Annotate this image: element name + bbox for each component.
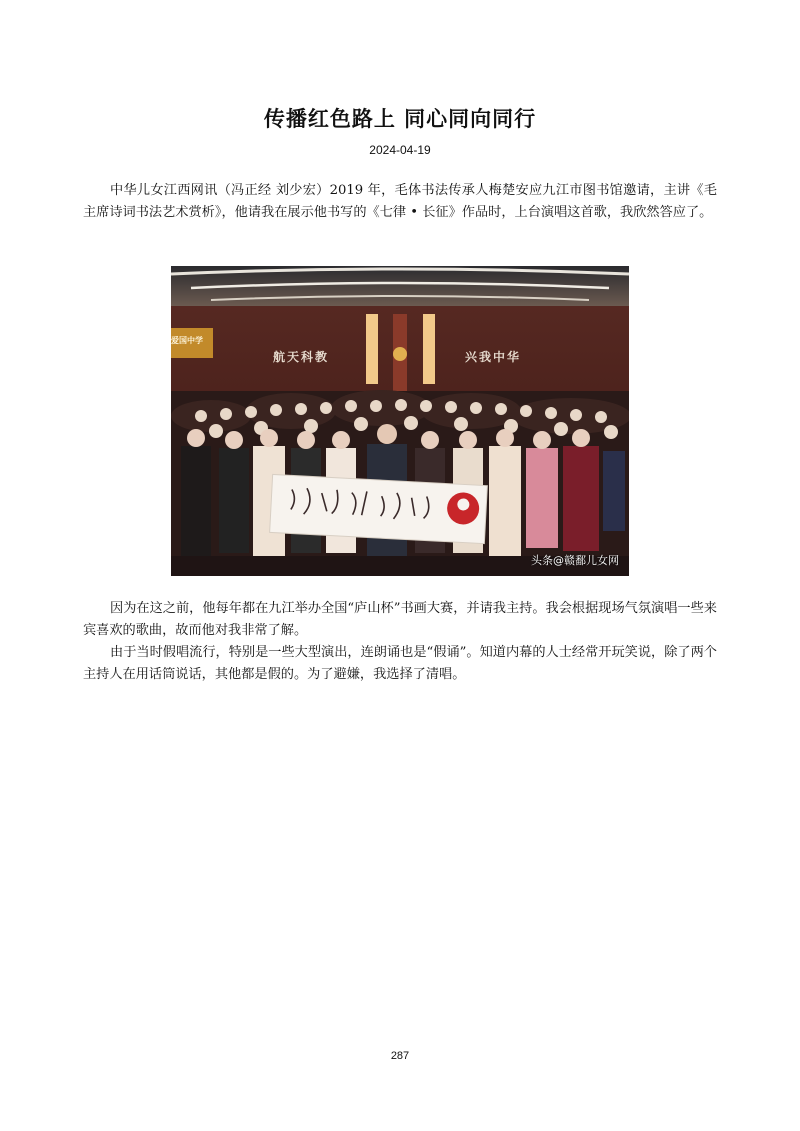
article-title: 传播红色路上 同心同向同行 [263,107,537,131]
paragraph-2: 因为在这之前，他每年都在九江举办全国“庐山杯”书画大赛，并请我主持。我会根据现场气氛演唱一些来宾喜欢的歌曲，故而他对我非常了解。 [83,601,717,638]
photo-watermark: 头条@赣鄱儿女网 [531,554,619,567]
wall-slogan-left: 航天科教 [273,350,330,364]
photo-illustration [171,266,629,576]
article-date: 2024-04-19 [369,143,431,157]
paragraph-3: 由于当时假唱流行，特别是一些大型演出，连朗诵也是“假诵”。知道内幕的人士经常开玩笑说，除了两个主持人在用话筒说话，其他都是假的。为了避嫌，我选择了清唱。 [83,645,717,682]
wall-slogan-right: 兴我中华 [465,350,522,364]
paragraph-1: 中华儿女江西网讯（冯正经 刘少宏）2019 年，毛体书法传承人梅楚安应九江市图书馆邀请，主讲《毛主席诗词书法艺术赏析》，他请我在展示他书写的《七律 • 长征》作品时，上台演唱这首歌，我欣然答应了。 [83,183,717,220]
page-number: 287 [390,1050,410,1062]
side-banner: 爱国中学 [171,336,203,345]
event-photo [171,266,629,576]
